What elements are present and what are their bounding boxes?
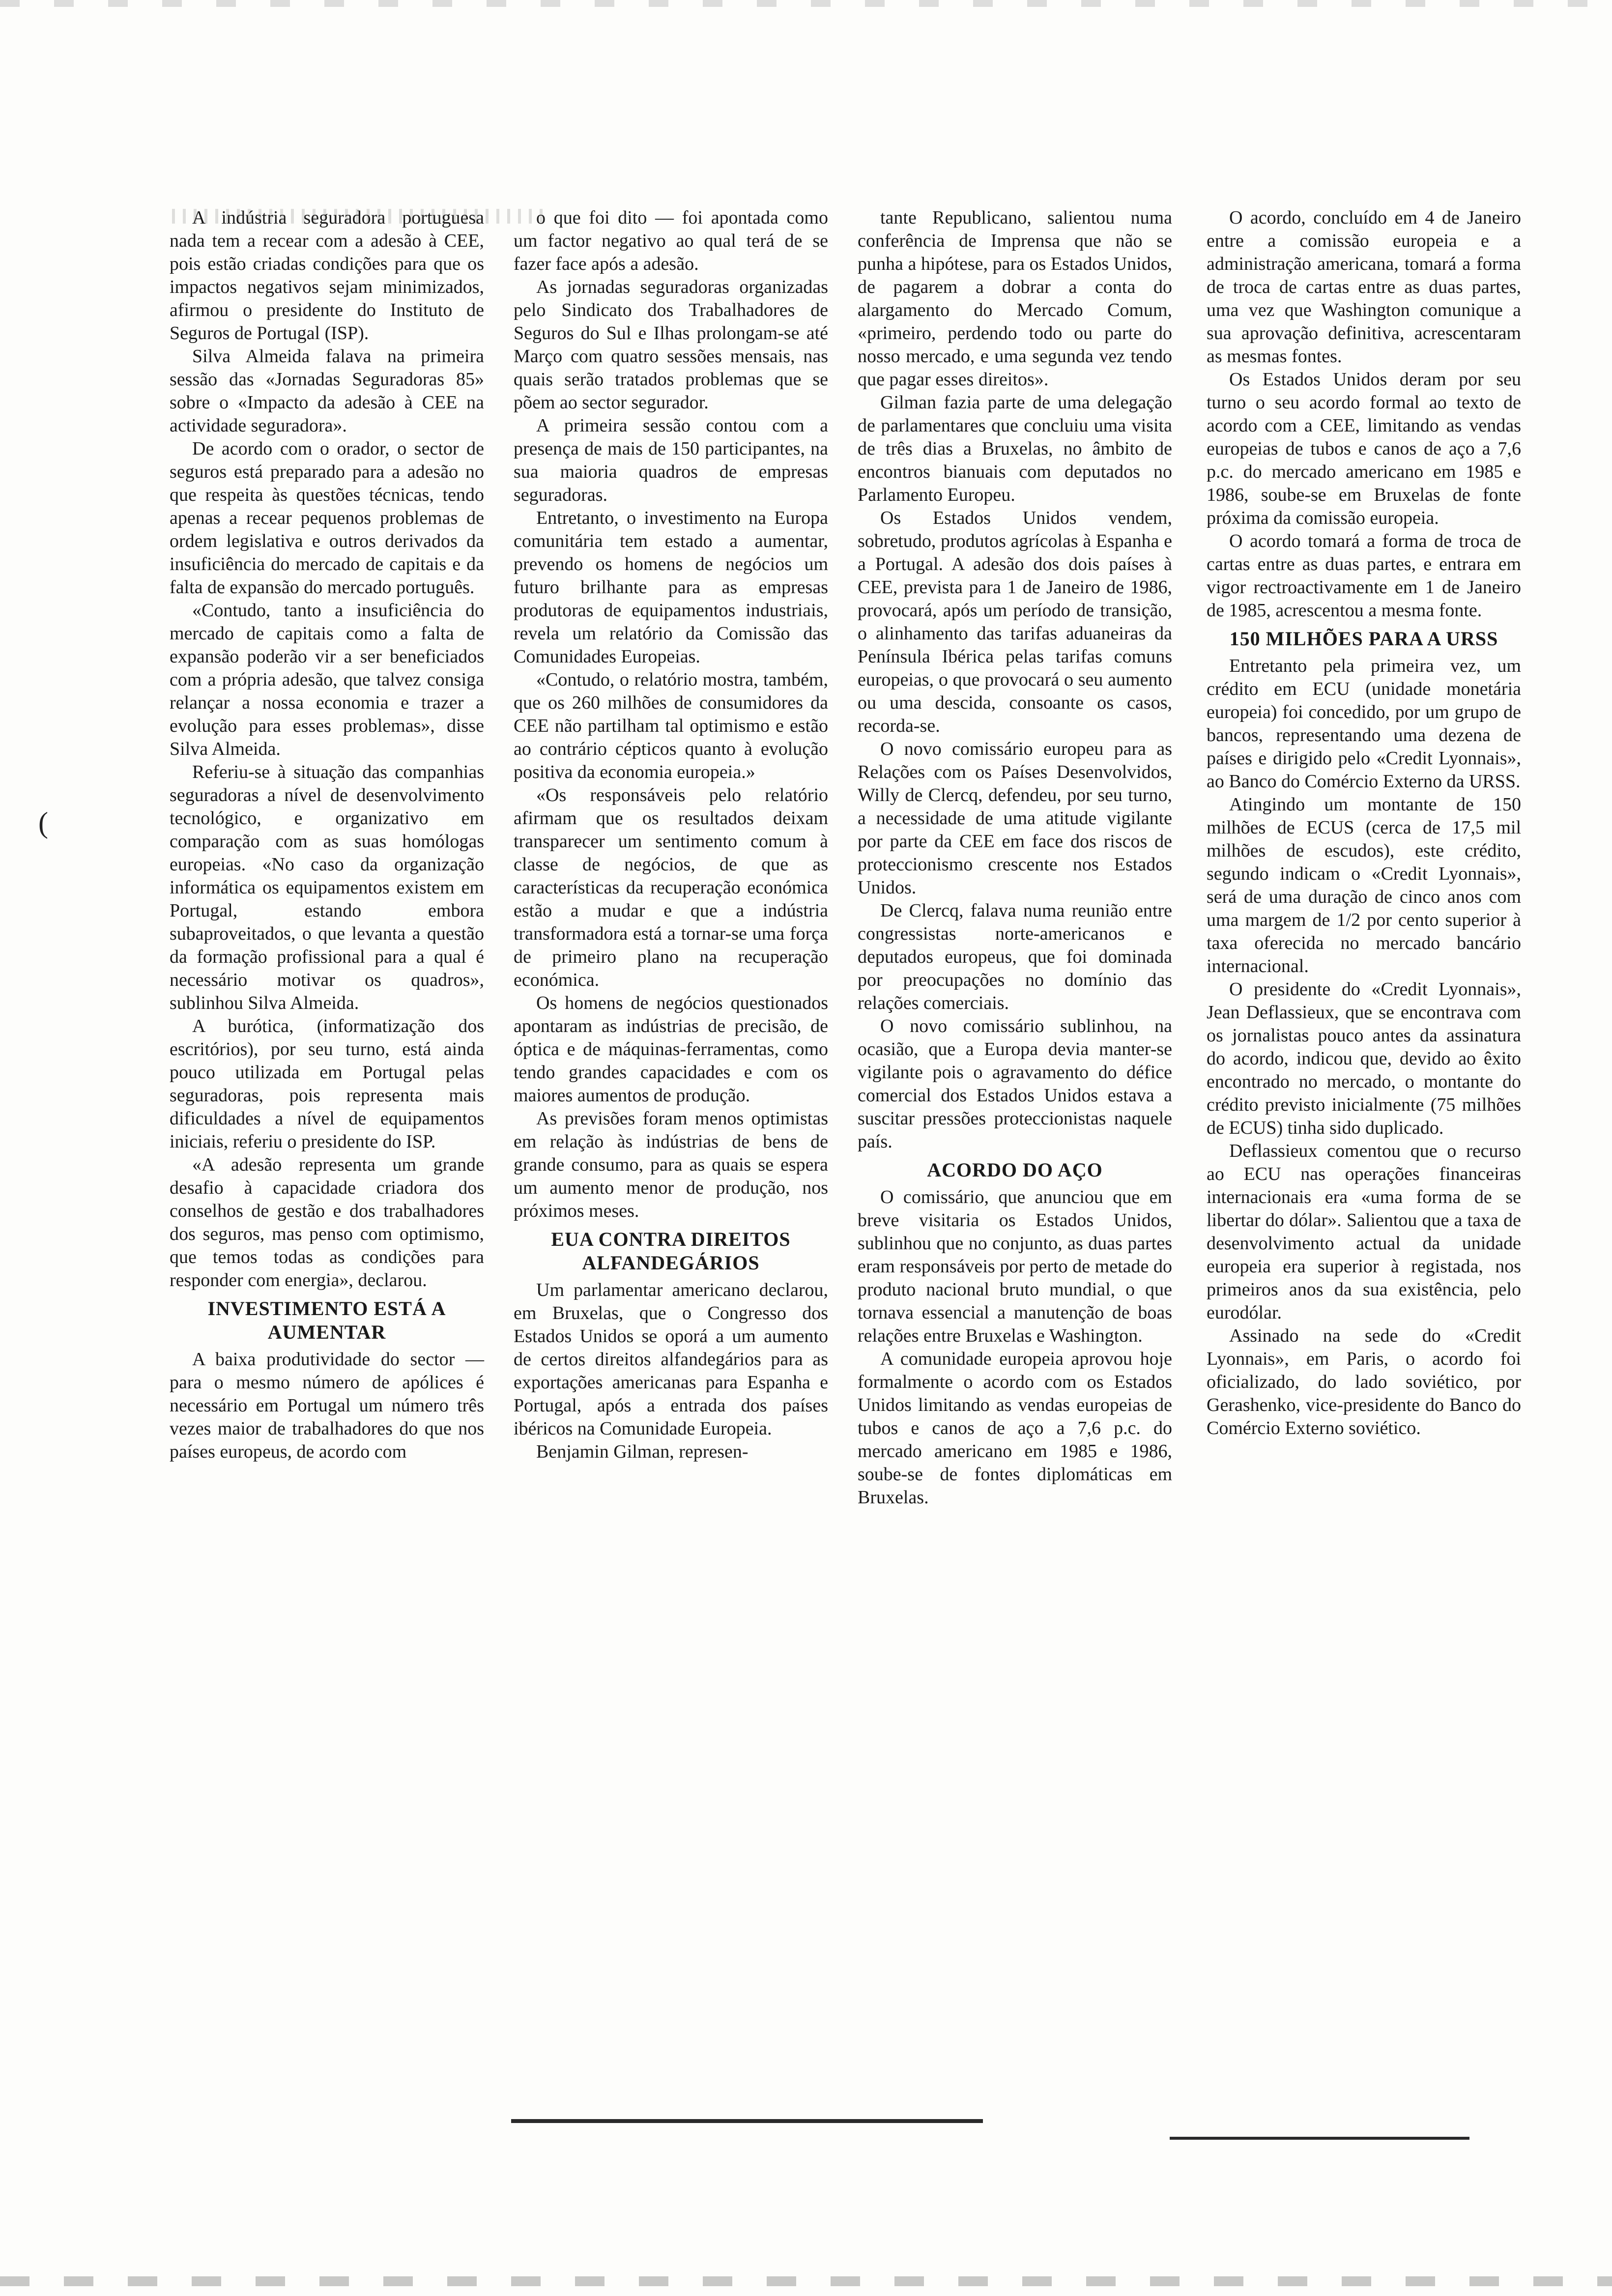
paragraph: Um parlamentar americano declarou, em Bruxelas, que o Congresso dos Estados Unidos se oporá a um aumento de certos direitos alfandegários para as exportações americanas para Espanha e Portugal, após a entrada dos países ibéricos na Comunidade Europeia.	[514, 1280, 828, 1439]
bottom-rule-right	[1170, 2137, 1469, 2140]
margin-mark: (	[38, 806, 48, 839]
paragraph: O presidente do «Credit Lyonnais», Jean Deflassieux, que se encontrava com os jornalistas pouco antes da assinatura do acordo, indicou que, devido ao êxito encontrado no mercado, o montante do crédito previsto inicialmente (75 milhões de ECUS) tinha sido duplicado.	[1207, 979, 1521, 1138]
paragraph: Gilman fazia parte de uma delegação de parlamentares que concluiu uma visita de três dias a Bruxelas, no âmbito de encontros bianuais com deputados no Parlamento Europeu.	[858, 392, 1172, 505]
column-4-body	[1207, 206, 1521, 622]
paragraph: Assinado na sede do «Credit Lyonnais», em Paris, o acordo foi oficializado, do lado soviético, por Gerashenko, vice-presidente do Banco do Comércio Externo soviético.	[1207, 1325, 1521, 1438]
column-2	[514, 206, 828, 1464]
paragraph: De Clercq, falava numa reunião entre congressistas norte-americanos e deputados europeus, que foi dominada por preocupações no domínio das relações comerciais.	[858, 900, 1172, 1013]
paragraph: Atingindo um montante de 150 milhões de ECUS (cerca de 17,5 mil milhões de escudos), este crédito, segundo indicam o «Credit Lyonnais», será de uma duração de cinco anos com uma margem de 1/2 por cento superior à taxa oferecida no mercado bancário internacional.	[1207, 794, 1521, 976]
paragraph: A burótica, (informatização dos escritórios), por seu turno, está ainda pouco utilizada em Portugal pelas seguradoras, pois representa mais dificuldades a nível de equipamentos iniciais, referiu o presidente do ISP.	[170, 1016, 484, 1152]
column-3-body	[858, 206, 1172, 1153]
paragraph: O acordo tomará a forma de troca de cartas entre as duas partes, e entrara em vigor rectroactivamente em 1 de Janeiro de 1985, acrescentou a mesma fonte.	[1207, 531, 1521, 621]
bottom-rule-middle	[511, 2119, 983, 2123]
paragraph: O novo comissário sublinhou, na ocasião, que a Europa devia manter-se vigilante pois o agravamento do défice comercial dos Estados Unidos estava a suscitar pressões proteccionistas naquele país.	[858, 1016, 1172, 1152]
paragraph: O novo comissário europeu para as Relações com os Países Desenvolvidos, Willy de Clercq, defendeu, por seu turno, a necessidade de uma atitude vigilante por parte da CEE em face dos riscos de proteccionismo crescente nos Estados Unidos.	[858, 739, 1172, 898]
scan-edge-top	[0, 0, 1612, 7]
column-2-after	[514, 1279, 828, 1464]
paragraph: «Contudo, o relatório mostra, também, que os 260 milhões de consumidores da CEE não partilham tal optimismo e estão ao contrário cépticos quanto à evolução positiva da economia europeia.»	[514, 669, 828, 782]
column-1-body	[170, 206, 484, 1292]
heading-acordo-aco: ACORDO DO AÇO	[927, 1159, 1103, 1181]
paragraph: Os Estados Unidos deram por seu turno o seu acordo formal ao texto de acordo com a CEE, limitando as vendas europeias de tubos e canos de aço a 7,6 p.c. do mercado americano em 1985 e 1986, soube-se em Bruxelas de fonte próxima da comissão europeia.	[1207, 369, 1521, 528]
paragraph: Silva Almeida falava na primeira sessão das «Jornadas Seguradoras 85» sobre o «Impacto da adesão à CEE na actividade seguradora».	[170, 346, 484, 436]
paragraph: Os Estados Unidos vendem, sobretudo, produtos agrícolas à Espanha e a Portugal. A adesão dos dois países à CEE, prevista para 1 de Janeiro de 1986, provocará, após um período de transição, o alinhamento das tarifas aduaneiras da Península Ibérica pelas tarifas comuns europeias, o que provocará o seu aumento ou uma descida, consoante os casos, recorda-se.	[858, 508, 1172, 736]
column-3-after	[858, 1186, 1172, 1509]
paragraph: De acordo com o orador, o sector de seguros está preparado para a adesão no que respeita às questões técnicas, tendo apenas a recear pequenos problemas de ordem legislativa e outros derivados da insuficiência do mercado de capitais e da falta de expansão do mercado português.	[170, 438, 484, 598]
column-1	[170, 206, 484, 1464]
column-1-after	[170, 1348, 484, 1464]
heading-eua: EUA CONTRA DIREITOS ALFANDEGÁRIOS	[551, 1228, 791, 1274]
column-4-after	[1207, 655, 1521, 1440]
paragraph: Entretanto, o investimento na Europa comunitária tem estado a aumentar, prevendo os homens de negócios um futuro brilhante para as empresas produtoras de equipamentos industriais, revela um relatório da Comissão das Comunidades Europeias.	[514, 508, 828, 667]
heading-150-milhoes: 150 MILHÕES PARA A URSS	[1229, 628, 1498, 650]
heading-investimento: INVESTIMENTO ESTÁ A AUMENTAR	[207, 1297, 446, 1343]
paragraph: As jornadas seguradoras organizadas pelo Sindicato dos Trabalhadores de Seguros do Sul e Ilhas prolongam-se até Março com quatro sessões mensais, nas quais serão tratados problemas que se põem ao sector segurador.	[514, 277, 828, 413]
paragraph: Benjamin Gilman, represen-	[536, 1441, 748, 1462]
column-2-body	[514, 206, 828, 1223]
paragraph: Referiu-se à situação das companhias seguradoras a nível de desenvolvimento tecnológico, e organizativo em comparação com as suas homólogas europeias. «No caso da organização informática os equipamentos existem em Portugal, estando embora subaproveitados, o que levanta a questão da formação profissional para a qual é necessário motivar os quadros», sublinhou Silva Almeida.	[170, 762, 484, 1013]
paragraph: «Os responsáveis pelo relatório afirmam que os resultados deixam transparecer um sentimento comum à classe de negócios, de que as características da recuperação económica estão a mudar e que a indústria transformadora está a tornar-se uma força de primeiro plano na recuperação económica.	[514, 785, 828, 990]
paragraph: Deflassieux comentou que o recurso ao ECU nas operações financeiras internacionais era «uma forma de se libertar do dólar». Salientou que a taxa de desenvolvimento actual da unidade europeia era superior à registada, nos primeiros anos da sua existência, pelo eurodólar.	[1207, 1141, 1521, 1323]
paragraph: «Contudo, tanto a insuficiência do mercado de capitais como a falta de expansão poderão vir a ser beneficiados com a própria adesão, que talvez consiga relançar a nossa economia e trazer a evolução para esses problemas», disse Silva Almeida.	[170, 600, 484, 759]
paragraph: As previsões foram menos optimistas em relação às indústrias de bens de grande consumo, para as quais se espera um aumento menor de produção, nos próximos meses.	[514, 1108, 828, 1221]
paragraph: A comunidade europeia aprovou hoje formalmente o acordo com os Estados Unidos limitando as vendas europeias de tubos e canos de aço a 7,6 p.c. do mercado americano em 1985 e 1986, soube-se de fontes diplomáticas em Bruxelas.	[858, 1349, 1172, 1508]
paragraph: tante Republicano, salientou numa conferência de Imprensa que não se punha a hipótese, para os Estados Unidos, de pagarem a dobrar a conta do alargamento do Mercado Comum, «primeiro, perdendo todo ou parte do nosso mercado, e uma segunda vez tendo que pagar esses direitos».	[858, 207, 1172, 390]
paragraph: A indústria seguradora portuguesa nada tem a recear com a adesão à CEE, pois estão criadas condições para que os impactos negativos sejam minimizados, afirmou o presidente do Instituto de Seguros de Portugal (ISP).	[170, 207, 484, 344]
paragraph: O acordo, concluído em 4 de Janeiro entre a comissão europeia e a administração americana, tomará a forma de troca de cartas entre as duas partes, uma vez que Washington comunique a sua aprovação definitiva, acrescentaram as mesmas fontes.	[1207, 207, 1521, 367]
column-3	[858, 206, 1172, 1509]
paragraph: O comissário, que anunciou que em breve visitaria os Estados Unidos, sublinhou que no conjunto, as duas partes eram responsáveis por perto de metade do produto nacional bruto mundial, o que tornava essencial a manutenção de boas relações entre Bruxelas e Washington.	[858, 1187, 1172, 1346]
paragraph: Os homens de negócios questionados apontaram as indústrias de precisão, de óptica e de máquinas-ferramentas, como tendo grandes capacidades e com os maiores aumentos de produção.	[514, 993, 828, 1106]
paragraph: A primeira sessão contou com a presença de mais de 150 participantes, na sua maioria quadros de empresas seguradoras.	[514, 415, 828, 505]
scan-edge-bottom	[0, 2276, 1612, 2286]
paragraph: A baixa produtividade do sector — para o mesmo número de apólices é necessário em Portugal um número três vezes maior de trabalhadores do que nos países europeus, de acordo com	[170, 1349, 484, 1462]
paragraph: Entretanto pela primeira vez, um crédito em ECU (unidade monetária europeia) foi concedido, por um grupo de bancos, representando uma dezena de países e dirigido pelo «Credit Lyonnais», ao Banco do Comércio Externo da URSS.	[1207, 656, 1521, 792]
column-4	[1207, 206, 1521, 1440]
paragraph: «A adesão representa um grande desafio à capacidade criadora dos conselhos de gestão e dos trabalhadores dos seguros, mas penso com optimismo, que temos todas as condições para responder com energia», declarou.	[170, 1154, 484, 1291]
paragraph: o que foi dito — foi apontada como um factor negativo ao qual terá de se fazer face após a adesão.	[514, 207, 828, 274]
